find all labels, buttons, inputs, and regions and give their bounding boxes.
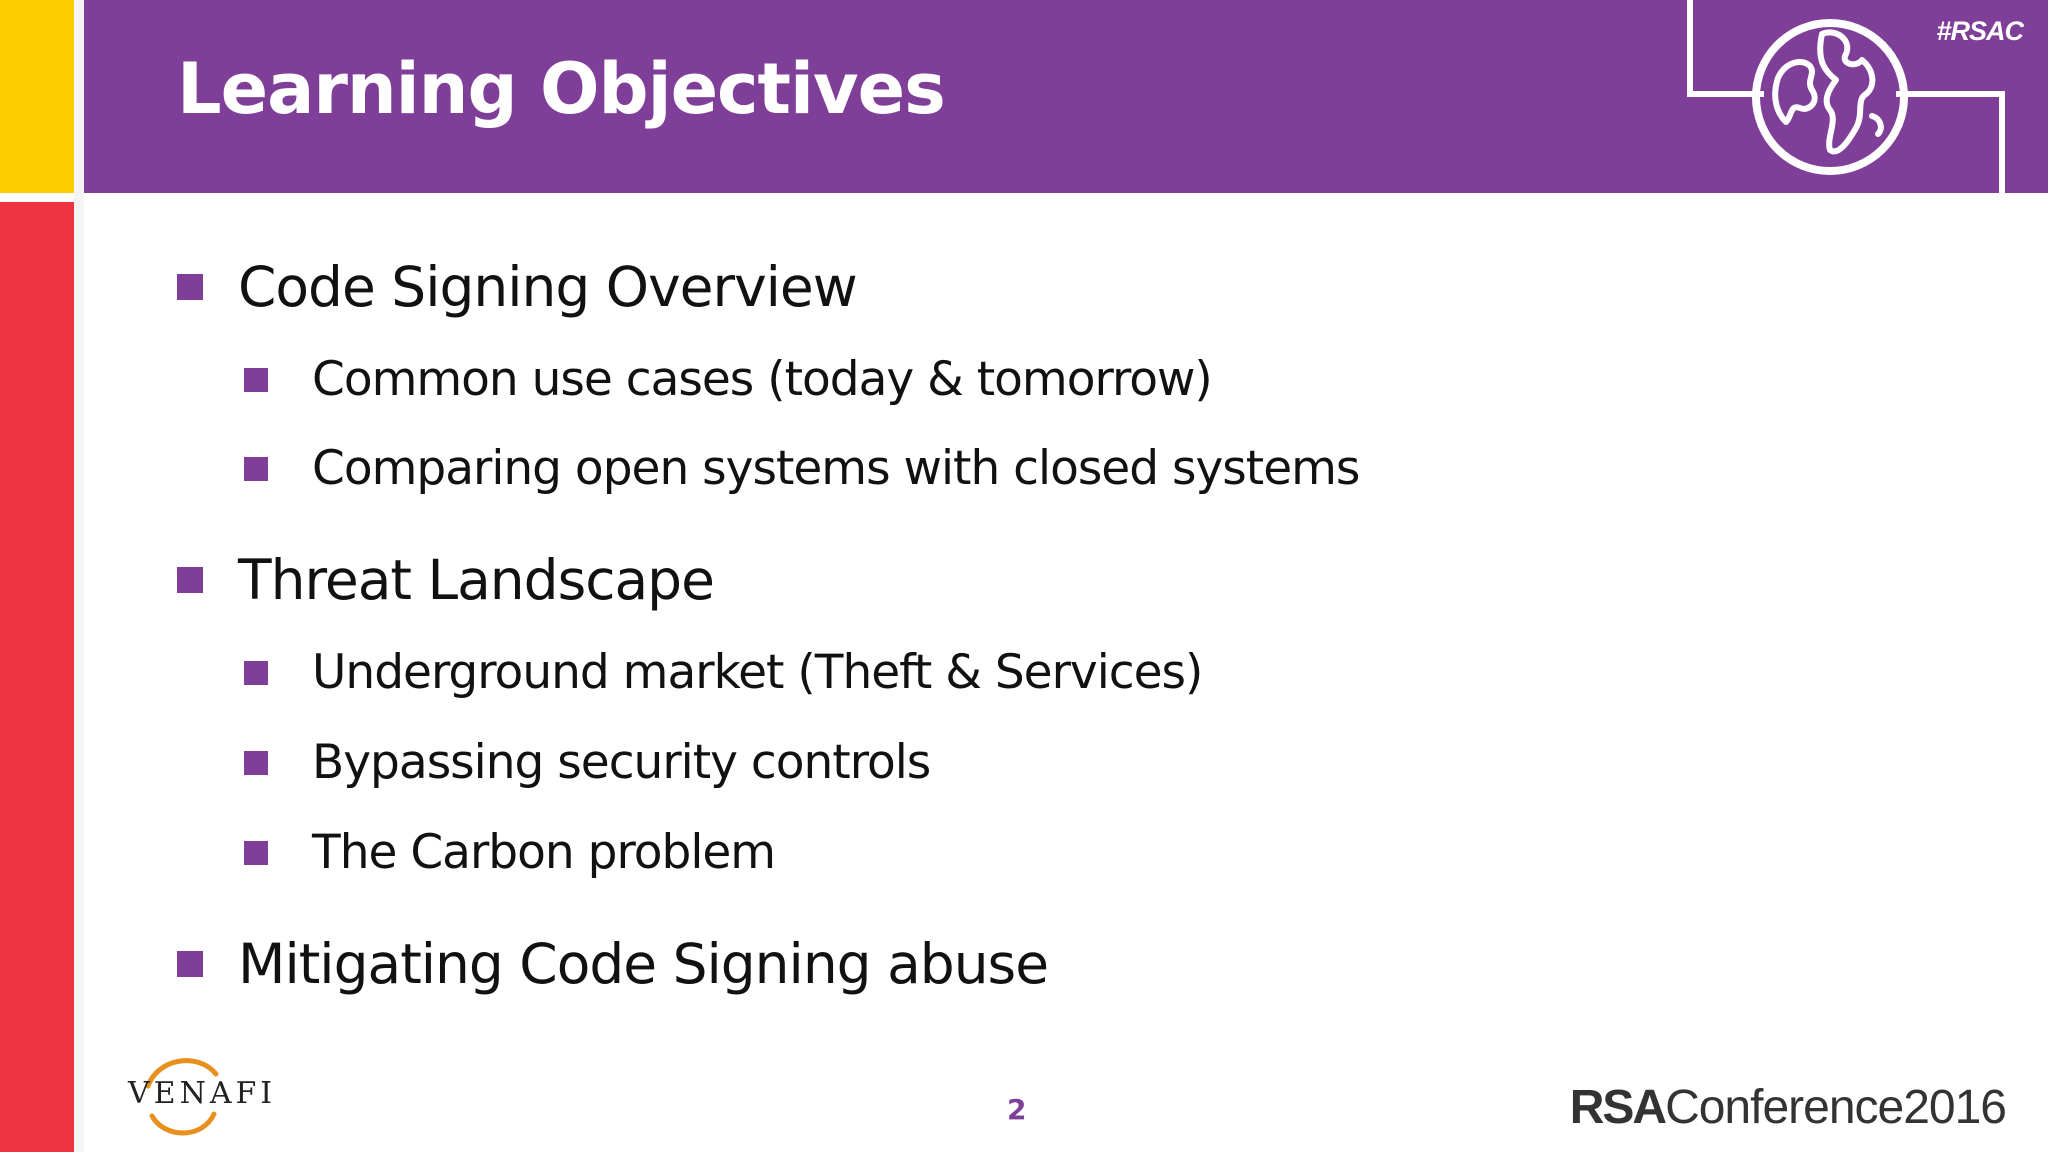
slide-title: Learning Objectives: [177, 48, 945, 130]
bullet-square-icon: [244, 661, 268, 685]
bullet-text: Threat Landscape: [238, 548, 714, 612]
bullet-text: Mitigating Code Signing abuse: [238, 932, 1049, 996]
bullet-text: The Carbon problem: [312, 825, 776, 880]
bullet-square-icon: [177, 951, 203, 977]
bullet-text: Comparing open systems with closed systems: [312, 441, 1360, 496]
bullet-text: Bypassing security controls: [312, 735, 931, 790]
sub-bullet-item: [244, 825, 775, 880]
bullet-item: [177, 932, 1048, 996]
bullet-square-icon: [177, 274, 203, 300]
bullet-square-icon: [244, 751, 268, 775]
bullet-text: Common use cases (today & tomorrow): [312, 352, 1212, 407]
rsa-wordmark: RSA: [1569, 1081, 1666, 1134]
bullet-text: Code Signing Overview: [238, 255, 857, 319]
bullet-square-icon: [244, 457, 268, 481]
bullet-square-icon: [244, 368, 268, 392]
bullet-square-icon: [177, 567, 203, 593]
bullet-item: [177, 548, 714, 612]
page-number: 2: [1007, 1093, 1027, 1126]
bullet-text: Underground market (Theft & Services): [312, 645, 1203, 700]
venafi-logo: [128, 1050, 278, 1140]
sub-bullet-item: [244, 645, 1202, 700]
sub-bullet-item: [244, 735, 930, 790]
bullet-square-icon: [244, 841, 268, 865]
rsa-conference-logo: [1570, 1080, 2006, 1135]
sub-bullet-item: [244, 352, 1212, 407]
sub-bullet-item: [244, 441, 1359, 496]
conference-wordmark: Conference2016: [1665, 1081, 2006, 1134]
venafi-wordmark: VENAFI: [128, 1076, 277, 1111]
bullet-item: [177, 255, 857, 319]
rsac-hashtag: #RSAC: [1936, 16, 2023, 46]
